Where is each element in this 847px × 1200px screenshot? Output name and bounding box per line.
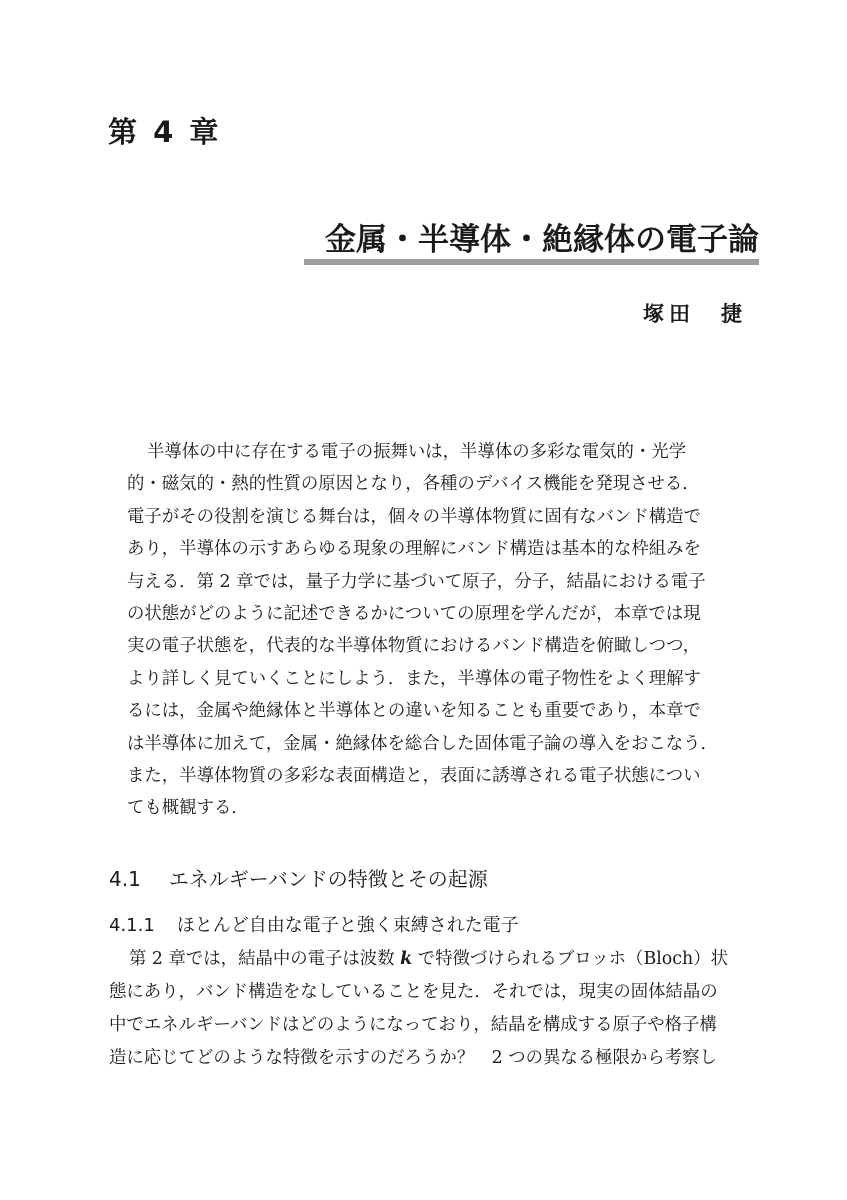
abstract-line: あり，半導体の示すあらゆる現象の理解にバンド構造は基本的な枠組みを: [127, 539, 701, 560]
abstract-line: また，半導体物質の多彩な表面構造と，表面に誘導される電子状態につい: [127, 765, 701, 786]
chapter-title: 金属・半導体・絶縁体の電子論: [325, 222, 759, 258]
body-line: [109, 943, 769, 976]
abstract-line: は半導体に加えて，金属・絶縁体を総合した固体電子論の導入をおこなう．: [127, 733, 718, 754]
section-number: 4.1: [109, 867, 141, 891]
body-text-segment: で特徴づけられるブロッホ（Bloch）状: [412, 949, 728, 969]
body-line: 態にあり，バンド構造をなしていることを見た．それでは，現実の固体結晶の: [109, 982, 718, 1002]
section-title: エネルギーバンドの特徴とその起源: [168, 867, 488, 891]
body-line: 中でエネルギーバンドはどのようになっており，結晶を構成する原子や格子構: [109, 1015, 717, 1035]
author-name: 塚田 捷: [643, 302, 747, 326]
abstract-line: 実の電子状態を，代表的な半導体物質におけるバンド構造を俯瞰しつつ，: [127, 636, 701, 657]
abstract-line: 半導体の中に存在する電子の振舞いは，半導体の多彩な電気的・光学: [147, 442, 687, 462]
abstract-line: ても概観する．: [127, 798, 249, 819]
section-heading: [109, 864, 488, 894]
subsection-title: ほとんど自由な電子と強く束縛された電子: [176, 915, 519, 936]
body-paragraph: [109, 943, 769, 1075]
title-underline: [304, 259, 759, 265]
abstract-line: 与える．第 2 章では，量子力学に基づいて原子，分子，結晶における電子: [127, 571, 706, 592]
abstract-line: の状態がどのように記述できるかについての原理を学んだが，本章では現: [127, 603, 701, 624]
chapter-abstract: [127, 436, 767, 825]
abstract-line: 電子がその役割を演じる舞台は，個々の半導体物質に固有なバンド構造で: [127, 506, 701, 527]
abstract-line: より詳しく見ていくことにしよう．また，半導体の電子物性をよく理解す: [127, 668, 701, 689]
body-text-segment: 第 2 章では，結晶中の電子は波数: [129, 949, 401, 969]
wave-vector-symbol: k: [400, 949, 413, 969]
subsection-heading: [109, 912, 519, 940]
abstract-line: 的・磁気的・熱的性質の原因となり，各種のデバイス機能を発現させる．: [127, 474, 700, 495]
subsection-number: 4.1.1: [109, 915, 155, 936]
abstract-line: るには，金属や絶縁体と半導体との違いを知ることも重要であり，本章で: [127, 701, 701, 722]
body-line: 造に応じてどのような特徴を示すのだろうか？ 2 つの異なる極限から考察し: [109, 1048, 717, 1068]
chapter-label: 第 4 章: [108, 115, 222, 149]
